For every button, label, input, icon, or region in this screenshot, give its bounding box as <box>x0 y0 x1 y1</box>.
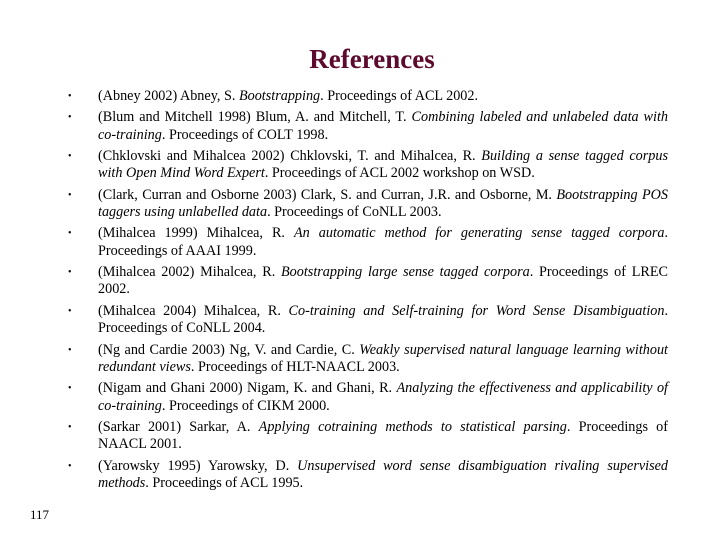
reference-venue: . Proceedings of AAAI 1999. <box>98 225 668 259</box>
reference-item <box>68 88 668 105</box>
reference-citation: (Ng and Cardie 2003) Ng, V. and Cardie, C. <box>98 341 360 358</box>
reference-venue: . Proceedings of CoNLL 2003. <box>267 204 442 221</box>
reference-citation: (Yarowsky 1995) Yarowsky, D. <box>98 457 298 474</box>
reference-venue: . Proceedings of HLT-NAACL 2003. <box>190 358 400 375</box>
reference-item <box>68 380 668 415</box>
reference-list <box>68 88 668 496</box>
reference-item <box>68 419 668 454</box>
bullet-icon: • <box>68 189 72 201</box>
reference-venue: . Proceedings of ACL 1995. <box>145 474 304 491</box>
reference-item <box>68 342 668 377</box>
bullet-icon: • <box>68 344 72 356</box>
bullet-icon: • <box>68 460 72 472</box>
reference-title: Analyzing the effectiveness and applicability of co-training <box>98 380 668 414</box>
page-number: 117 <box>30 507 50 522</box>
reference-citation: (Mihalcea 2002) Mihalcea, R. <box>98 264 281 281</box>
bullet-icon: • <box>68 228 72 240</box>
reference-title: Co-training and Self-training for Word Sense Disambiguation <box>288 302 665 319</box>
reference-venue: . Proceedings of ACL 2002 workshop on WSD. <box>264 165 535 182</box>
bullet-icon: • <box>68 267 72 279</box>
reference-item <box>68 225 668 260</box>
slide-title: References <box>309 44 435 74</box>
reference-citation: (Nigam and Ghani 2000) Nigam, K. and Ghani, R. <box>98 380 397 397</box>
bullet-icon: • <box>68 421 72 433</box>
reference-citation: (Blum and Mitchell 1998) Blum, A. and Mitchell, T. <box>98 109 412 126</box>
reference-title: An automatic method for generating sense tagged corpora <box>294 225 665 242</box>
reference-item <box>68 148 668 183</box>
bullet-icon: • <box>68 91 72 102</box>
reference-venue: . Proceedings of LREC 2002. <box>98 264 668 298</box>
reference-venue: . Proceedings of ACL 2002. <box>320 88 479 104</box>
reference-venue: . Proceedings of CoNLL 2004. <box>98 302 668 337</box>
bullet-icon: • <box>68 305 72 317</box>
reference-item <box>68 187 668 222</box>
reference-item <box>68 264 668 299</box>
reference-citation: (Mihalcea 1999) Mihalcea, R. <box>98 225 294 242</box>
reference-title: Bootstrapping <box>238 88 321 104</box>
reference-citation: (Abney 2002) Abney, S. <box>98 88 239 104</box>
reference-venue: . Proceedings of CIKM 2000. <box>161 397 330 414</box>
reference-title: Bootstrapping POS taggers using unlabelled data <box>98 186 668 221</box>
reference-citation: (Chklovski and Mihalcea 2002) Chklovski, T. and Mihalcea, R. <box>98 148 482 165</box>
bullet-icon: • <box>68 112 72 124</box>
reference-citation: (Mihalcea 2004) Mihalcea, R. <box>98 302 289 319</box>
reference-title: Weakly supervised natural language learning without redundant views <box>98 341 668 375</box>
bullet-icon: • <box>68 151 72 163</box>
reference-title: Combining labeled and unlabeled data with co-training <box>98 109 668 143</box>
reference-title: Applying cotraining methods to statistical parsing <box>258 418 567 435</box>
reference-item <box>68 303 668 338</box>
bullet-icon: • <box>68 383 72 395</box>
reference-venue: . Proceedings of COLT 1998. <box>161 126 329 143</box>
reference-title: Bootstrapping large sense tagged corpora <box>281 264 530 281</box>
reference-item <box>68 458 668 493</box>
reference-title: Unsupervised word sense disambiguation rivaling supervised methods <box>98 457 668 491</box>
reference-title: Building a sense tagged corpus with Open Mind Word Expert <box>98 148 668 182</box>
reference-venue: . Proceedings of NAACL 2001. <box>98 418 668 453</box>
reference-item <box>68 109 668 144</box>
reference-citation: (Clark, Curran and Osborne 2003) Clark, S. and Curran, J.R. and Osborne, M. <box>98 186 557 203</box>
reference-citation: (Sarkar 2001) Sarkar, A. <box>98 418 259 435</box>
